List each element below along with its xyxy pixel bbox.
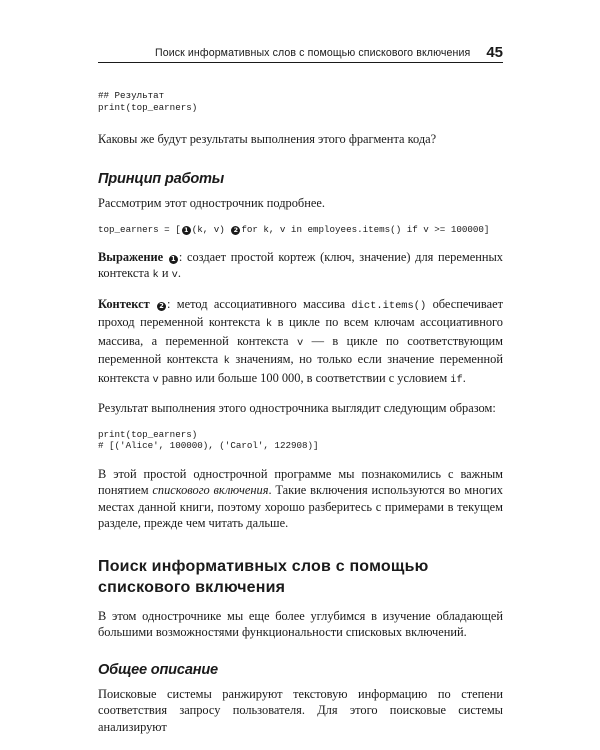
text: в цикле по всем ключам ассоциативного массива, а переменной контекста — [98, 315, 503, 348]
expression-label: Выражение — [98, 249, 164, 264]
text: . — [177, 266, 181, 280]
text: : метод ассоциативного массива — [167, 296, 352, 311]
code-segment: (k, v) — [191, 224, 231, 235]
marker-1-icon: 1 — [169, 255, 178, 264]
text: и — [158, 266, 172, 280]
term-emphasis: спискового включения — [152, 483, 269, 497]
inline-code: dict.items() — [351, 299, 427, 312]
inline-code: v — [171, 269, 178, 281]
section-heading-line: спискового включения — [98, 578, 286, 596]
inline-code: k — [265, 318, 273, 330]
code-segment: top_earners = [ — [98, 224, 181, 235]
text: В этой простой однострочной программе мы познакомились с важным понятием — [98, 466, 503, 497]
page-number: 45 — [486, 44, 503, 61]
code-block-output — [98, 429, 503, 452]
marker-2-icon: 2 — [157, 302, 166, 311]
section-heading-line: Поиск информативных слов с помощью — [98, 557, 429, 575]
code-block-one-liner — [98, 224, 503, 236]
inline-code: k — [223, 355, 230, 367]
text: равно или больше 100 000, в соответствии с условием — [158, 370, 451, 385]
question-paragraph: Каковы же будут результаты выполнения этого фрагмента кода? — [98, 132, 437, 146]
inline-code: k — [152, 269, 159, 281]
text: обеспечивает проход переменной контекста — [98, 296, 504, 329]
inline-code: v — [152, 373, 159, 386]
heading-overview: Общее описание — [98, 661, 218, 678]
marker-1-icon: 1 — [182, 226, 191, 235]
text: : создает простой кортеж (ключ, значение) для переменных контекста — [98, 249, 503, 280]
marker-2-icon: 2 — [231, 226, 240, 235]
running-head-title: Поиск информативных слов с помощью спискового включения — [155, 47, 471, 59]
heading-how-it-works: Принцип работы — [98, 170, 225, 187]
code-block-result — [98, 90, 503, 113]
summary-paragraph — [98, 466, 503, 532]
page-content — [98, 90, 503, 735]
section-heading — [98, 556, 503, 598]
intro-paragraph: Рассмотрим этот однострочник подробнее. — [98, 195, 325, 210]
code-line: # [('Alice', 100000), ('Carol', 122908)] — [98, 440, 319, 451]
code-line: print(top_earners) — [98, 101, 198, 113]
overview-paragraph: Поисковые системы ранжируют текстовую информацию по степени соответствия запросу пользователя. Для этого поисковые системы анализируют — [98, 686, 503, 734]
inline-code: v — [296, 336, 304, 349]
context-paragraph — [98, 296, 503, 389]
context-label: Контекст — [98, 296, 150, 311]
result-intro-paragraph: Результат выполнения этого однострочника выглядит следующим образом: — [98, 401, 496, 415]
running-head — [98, 42, 503, 63]
code-line: print(top_earners) — [98, 428, 198, 440]
section-intro-paragraph: В этом однострочнике мы еще более углубимся в изучение обладающей большими возможностями функциональности списковых включений. — [98, 608, 503, 639]
code-segment: for k, v in employees.items() if v >= 100000] — [241, 224, 490, 235]
code-line: ## Результат — [98, 90, 165, 101]
text: — в цикле по соответствующим переменной контекста — [98, 333, 504, 366]
inline-code: if — [450, 373, 463, 386]
expression-paragraph — [98, 249, 503, 284]
text: . Такие включения используются во многих местах данной книги, поэтому хорошо разберитесь с примерами в текущем разделе, прежде чем читать дальше. — [98, 483, 503, 530]
text: значениям, но только если значение переменной контекста — [98, 352, 504, 385]
text: . — [462, 370, 466, 385]
